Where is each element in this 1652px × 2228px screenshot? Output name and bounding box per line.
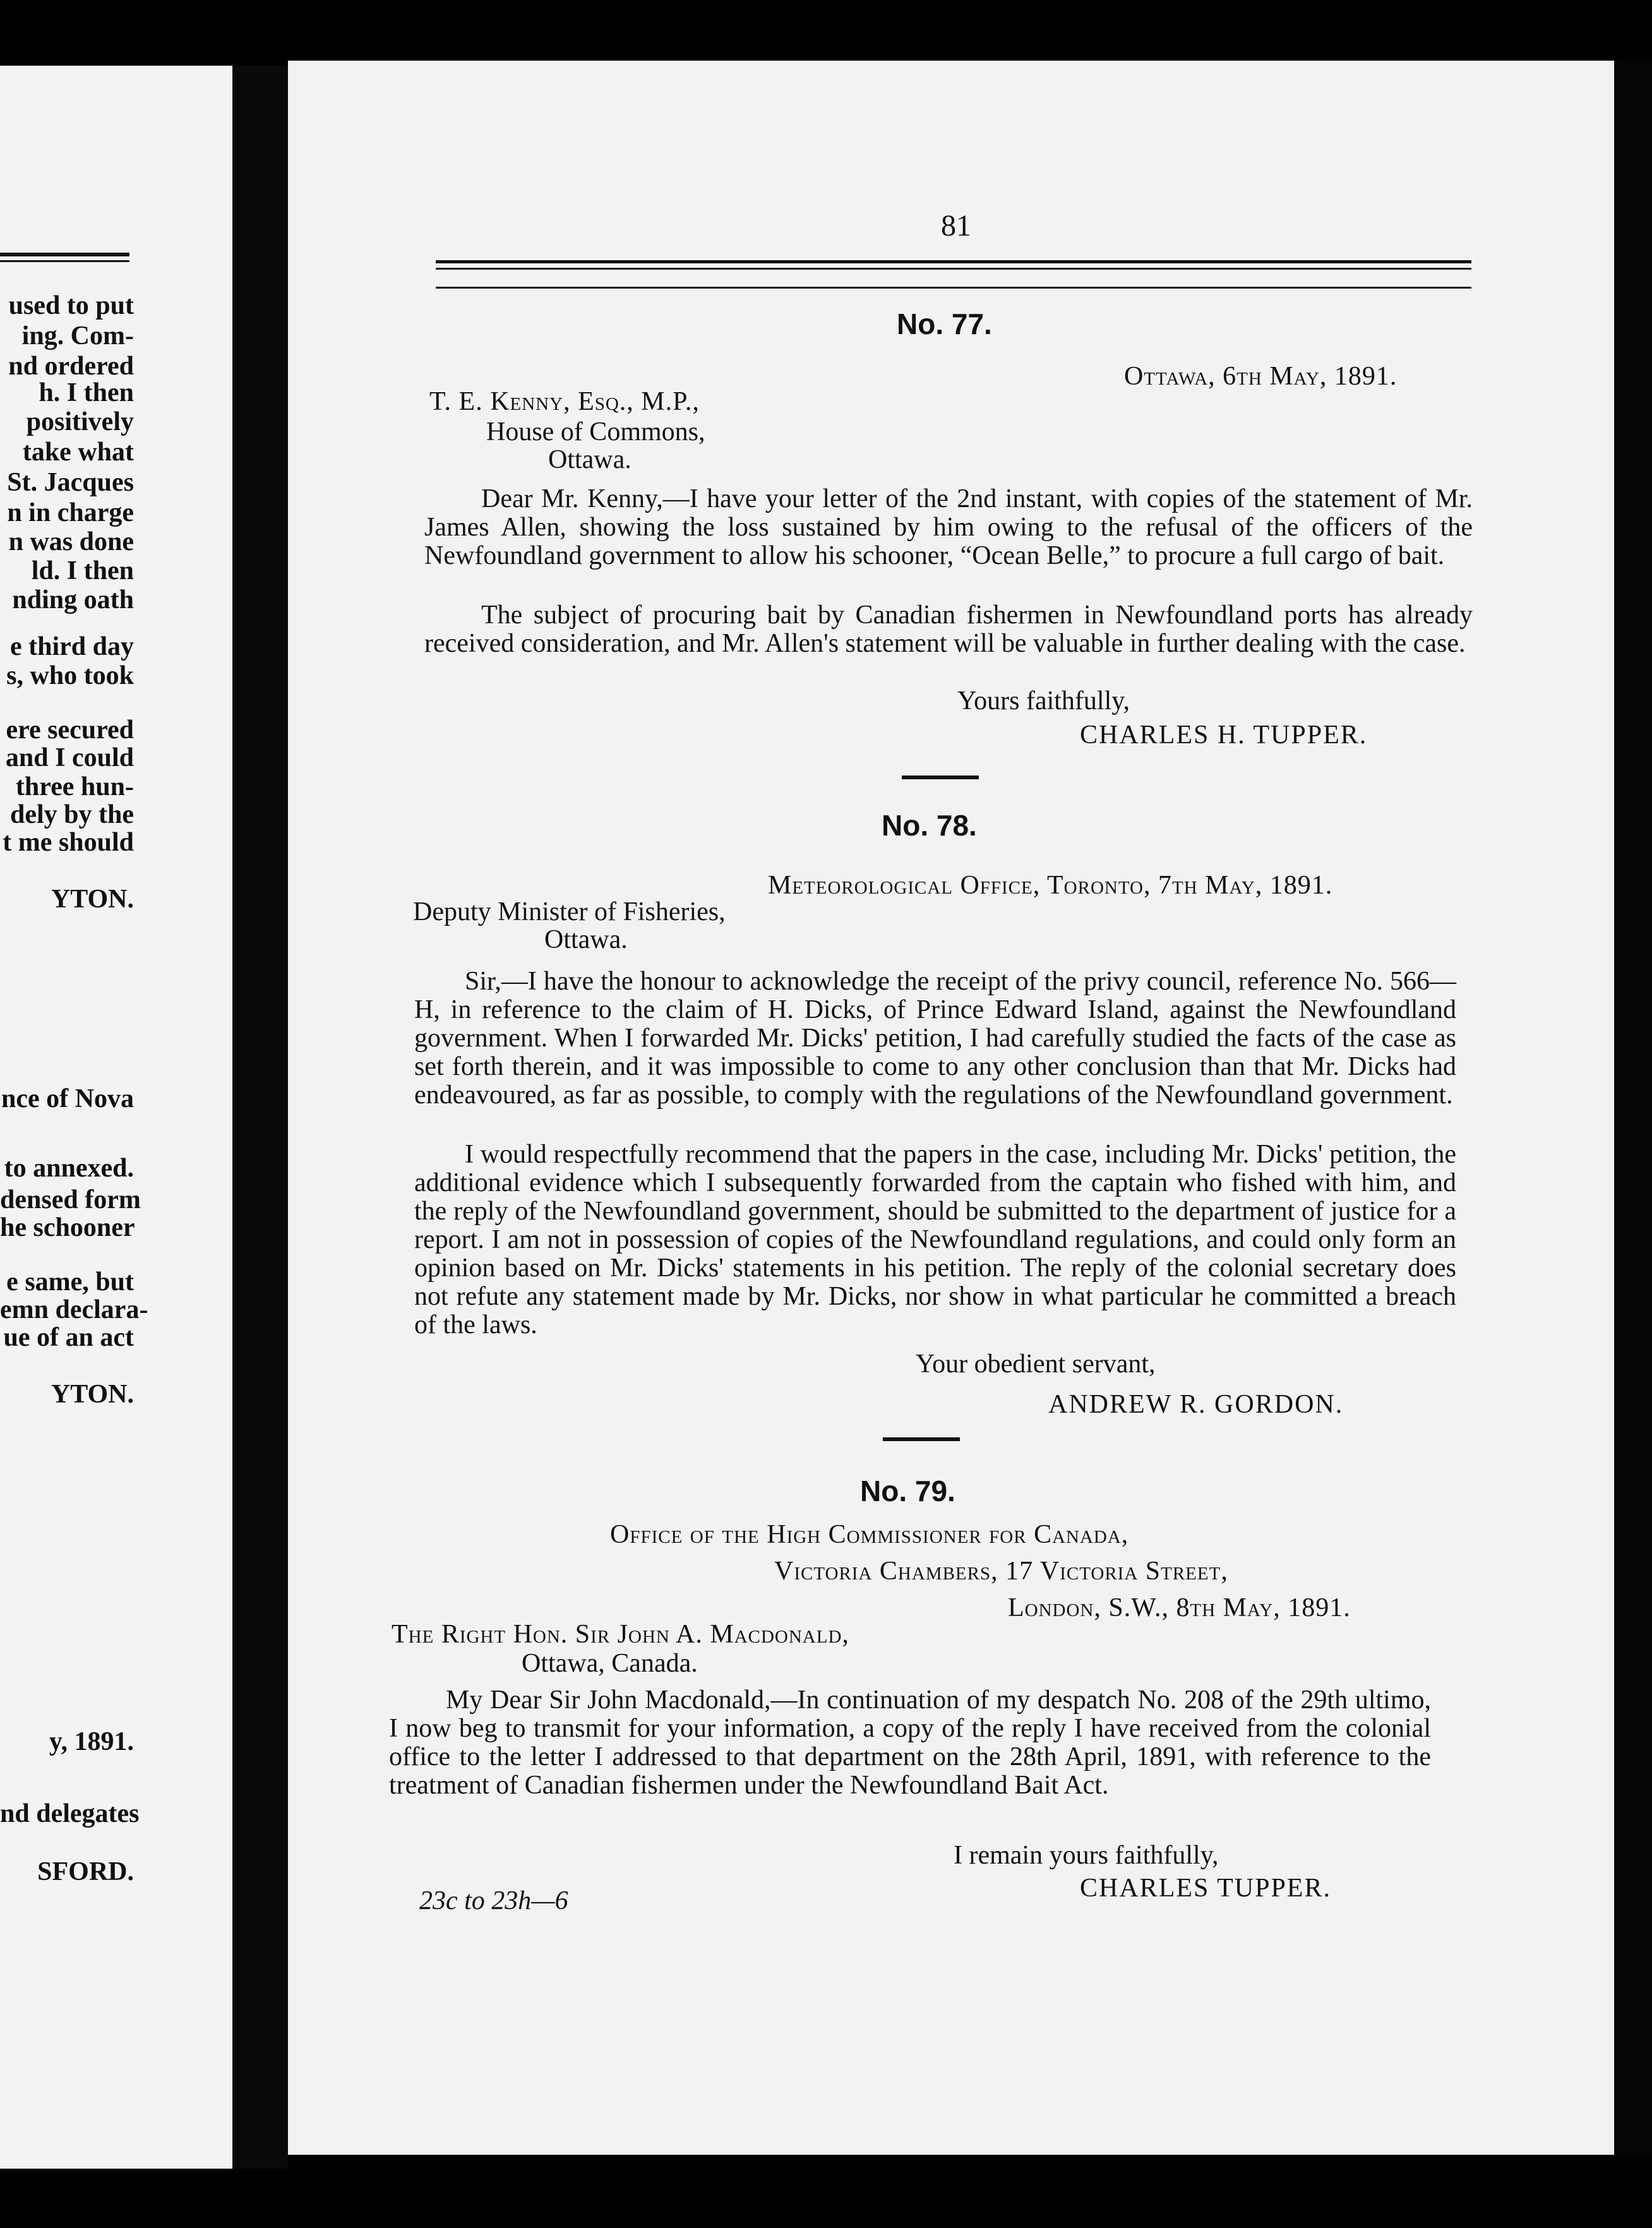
separator-rule (902, 776, 979, 779)
letter-77-address-1: T. E. Kenny, Esq., M.P., (429, 387, 700, 416)
left-page-line: positively (26, 407, 134, 436)
left-page-line: e third day (9, 632, 134, 661)
letter-79-place-date: London, S.W., 8th May, 1891. (1008, 1593, 1351, 1622)
letter-78-closing: Your obedient servant, (916, 1350, 1156, 1379)
letter-79-address-2: Ottawa, Canada. (522, 1649, 698, 1678)
left-page-line: used to put (8, 291, 134, 320)
left-page-line: h. I then (39, 378, 134, 407)
left-page-line: nd delegates (0, 1799, 140, 1828)
left-page-line: ing. Com- (21, 321, 134, 350)
left-page-line: ld. I then (31, 556, 134, 585)
page-edge (1614, 61, 1652, 2155)
left-page-line: he schooner (0, 1213, 135, 1242)
page-number: 81 (941, 209, 971, 243)
left-header-rule-thin (0, 260, 129, 262)
letter-78-paragraph-1: Sir,—I have the honour to acknowledge the receipt of the privy council, reference No. 566—H, in reference to the claim of H. Dicks, of Prince Edward Island, against the Newfoundland government. When I forwarded Mr. Dicks' petition, I had carefully studied the facts of the case as set forth therein, and it was impossible to come to any other conclusion than that Mr. Dicks had endeavoured, as far as possible, to comply with the regulations of the Newfoundland government. (414, 967, 1456, 1110)
letter-77-address-3: Ottawa. (548, 445, 631, 474)
letter-79-number: No. 79. (860, 1475, 955, 1507)
header-rule-lower (436, 287, 1471, 289)
left-page-line: nce of Nova (1, 1084, 134, 1113)
separator-rule (883, 1437, 960, 1441)
letter-79-signature: CHARLES TUPPER. (1080, 1874, 1331, 1903)
left-page-line: nding oath (12, 585, 134, 614)
letter-77-number: No. 77. (897, 308, 992, 340)
left-header-rule (0, 253, 129, 256)
left-page-line: YTON. (51, 1380, 134, 1409)
letter-79-address-1: The Right Hon. Sir John A. Macdonald, (392, 1620, 849, 1649)
left-page-line: ue of an act (3, 1323, 134, 1352)
letter-77-paragraph-1: Dear Mr. Kenny,—I have your letter of the 2nd instant, with copies of the statement of Mr. James Allen, showing the loss sustained by him owing to the refusal of the officers of the Newfoundland government to allow his schooner, “Ocean Belle,” to procure a full cargo of bait. (424, 484, 1473, 570)
letter-79-paragraph-1: My Dear Sir John Macdonald,—In continuation of my despatch No. 208 of the 29th ultimo, I now beg to transmit for your information, a copy of the reply I have received from the colonial office to the letter I addressed to that department on the 28th April, 1891, with reference to the treatment of Canadian fishermen under the Newfoundland Bait Act. (389, 1686, 1431, 1800)
page-gutter (232, 66, 288, 2169)
left-page-line: to annexed. (4, 1154, 134, 1183)
letter-77-signature: CHARLES H. TUPPER. (1080, 721, 1368, 750)
letter-77-place-date: Ottawa, 6th May, 1891. (1124, 362, 1398, 391)
left-page-line: take what (22, 438, 134, 467)
letter-78-paragraph-2: I would respectfully recommend that the papers in the case, including Mr. Dicks' petition, the additional evidence which I subsequently forwarded from the captain who fished with him, and the reply of the Newfoundland government, should be submitted to the department of justice for a report. I am not in possession of copies of the Newfoundland regulations, and could only form an opinion based on Mr. Dicks' statements in his petition. The reply of the colonial secretary does not refute any statement made by Mr. Dicks, nor show in what particular he committed a breach of the laws. (414, 1140, 1456, 1339)
left-page-line: ere secured (6, 716, 134, 745)
letter-78-place-date: Meteorological Office, Toronto, 7th May, 1891. (768, 871, 1333, 900)
letter-78-number: No. 78. (882, 809, 977, 842)
left-page-line: SFORD. (37, 1857, 134, 1886)
left-page-line: e same, but (6, 1267, 134, 1297)
header-rule-thin (436, 268, 1471, 270)
left-page-line: YTON. (51, 885, 134, 914)
left-page-line: t me should (3, 828, 134, 857)
letter-79-closing: I remain yours faithfully, (954, 1841, 1219, 1870)
letter-78-address-2: Ottawa. (544, 925, 628, 954)
left-page-line: St. Jacques (7, 468, 134, 497)
left-page-line: n in charge (7, 498, 134, 527)
header-rule (436, 260, 1471, 263)
left-page-line: densed form (0, 1185, 141, 1214)
left-page-line: emn declara- (0, 1295, 148, 1324)
letter-79-sender-2: Victoria Chambers, 17 Victoria Street, (774, 1557, 1228, 1586)
printer-signature-mark: 23c to 23h—6 (419, 1886, 568, 1915)
letter-78-signature: ANDREW R. GORDON. (1048, 1390, 1344, 1419)
left-page-line: dely by the (9, 800, 134, 829)
left-page-line: nd ordered (8, 352, 134, 381)
left-page-line: three hun- (15, 772, 134, 801)
left-page-line: s, who took (6, 661, 134, 690)
letter-79-sender-1: Office of the High Commissioner for Canada, (610, 1520, 1129, 1549)
letter-77-address-2: House of Commons, (486, 417, 705, 446)
letter-77-closing: Yours faithfully, (957, 686, 1130, 716)
left-page-line: n was done (8, 527, 134, 556)
letter-78-address-1: Deputy Minister of Fisheries, (413, 897, 726, 926)
letter-77-paragraph-2: The subject of procuring bait by Canadian fishermen in Newfoundland ports has already received consideration, and Mr. Allen's statement will be valuable in further dealing with the case. (424, 601, 1473, 658)
left-page-line: y, 1891. (49, 1727, 134, 1756)
left-page-line: and I could (5, 743, 134, 772)
